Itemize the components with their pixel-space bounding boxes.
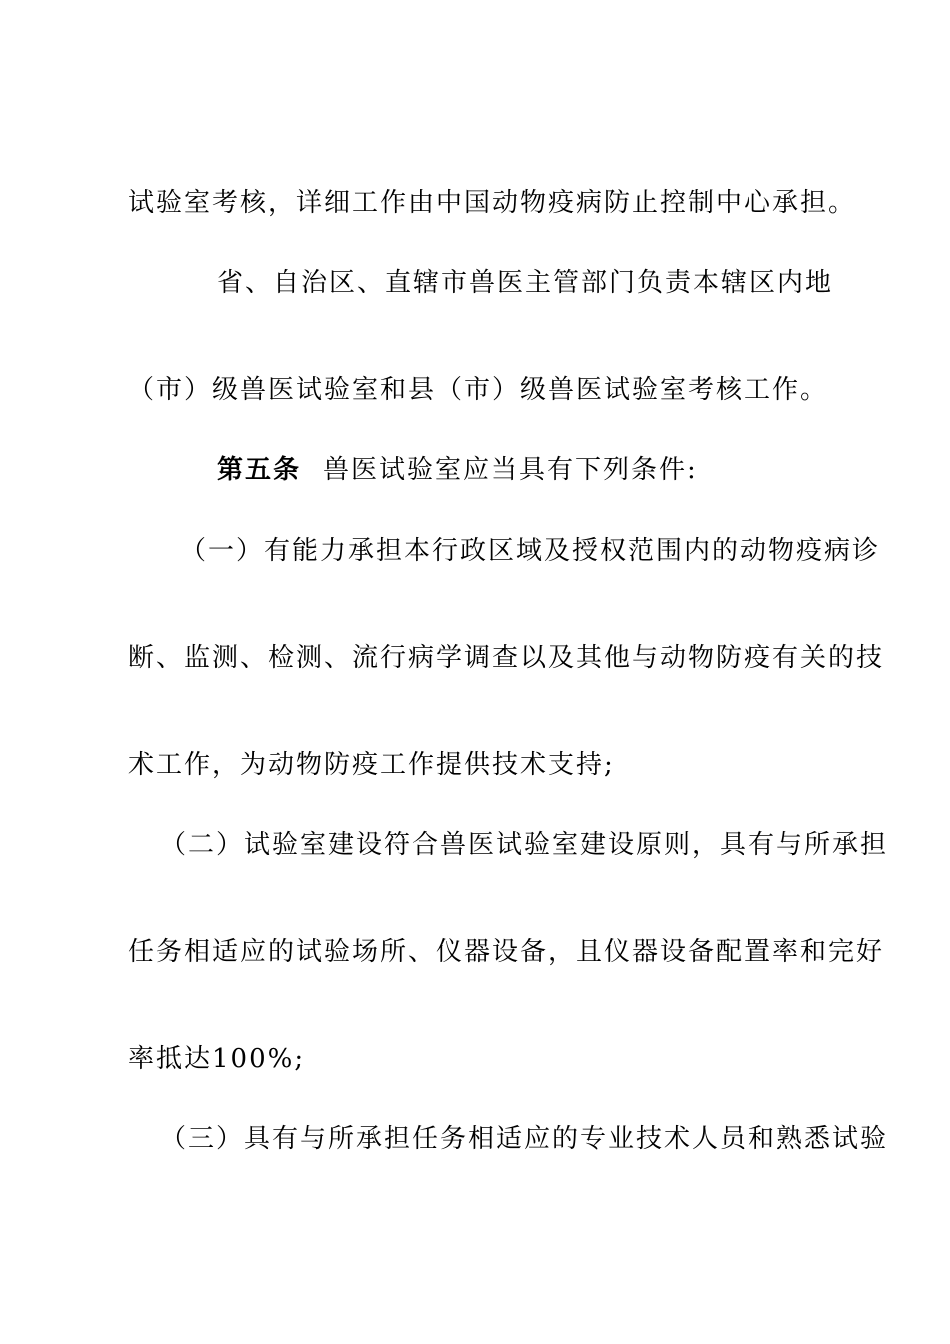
text-line-2: 省、自治区、直辖市兽医主管部门负责本辖区内地: [217, 268, 834, 298]
text-line-11: （三）具有与所承担任务相适应的专业技术人员和熟悉试验: [160, 1124, 889, 1154]
text-line-1: 试验室考核，详细工作由中国动物疫病防止控制中心承担。: [128, 188, 857, 218]
text-line-5: （一）有能力承担本行政区域及授权范围内的动物疫病诊: [180, 536, 881, 566]
text-line-9: 任务相适应的试验场所、仪器设备，且仪器设备配置率和完好: [128, 937, 885, 967]
text-line-3: （市）级兽医试验室和县（市）级兽医试验室考核工作。: [128, 375, 829, 405]
text-line-7: 术工作，为动物防疫工作提供技术支持;: [128, 750, 615, 780]
text-line-10: 率抵达100%;: [128, 1044, 306, 1074]
text-line-8: （二）试验室建设符合兽医试验室建设原则，具有与所承担: [160, 830, 889, 860]
article-number: 第五条: [217, 455, 302, 485]
text-line-6: 断、监测、检测、流行病学调查以及其他与动物防疫有关的技: [128, 643, 885, 673]
article-heading-line: [217, 455, 698, 485]
article-text: 兽医试验室应当具有下列条件:: [323, 455, 698, 485]
